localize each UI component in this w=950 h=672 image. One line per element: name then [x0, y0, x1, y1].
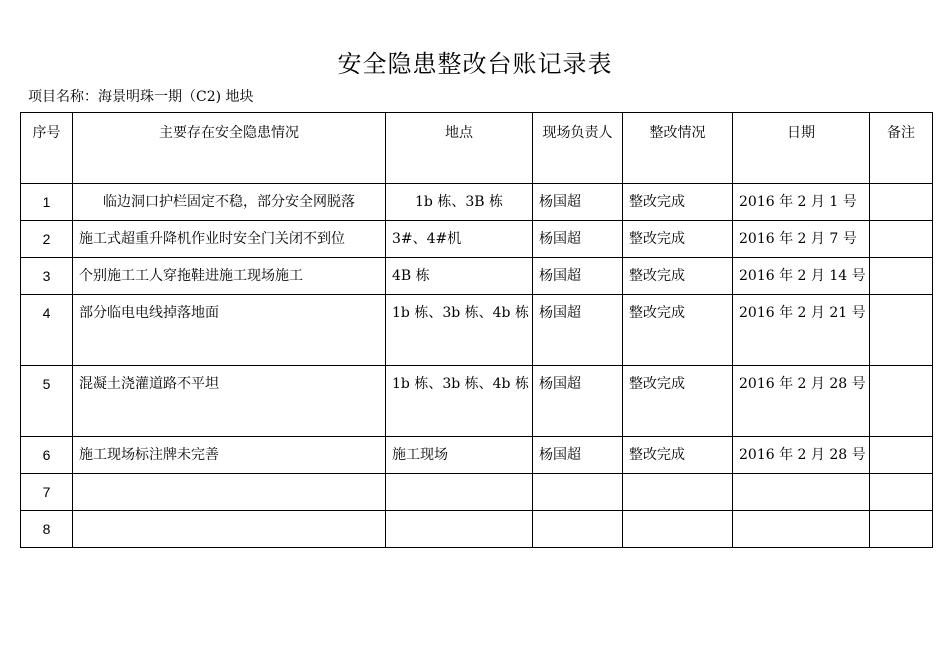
header-location: 地点 — [386, 113, 533, 184]
row-note — [870, 221, 933, 258]
project-name: 项目名称：海景明珠一期（C2) 地块 — [28, 89, 254, 105]
row-issue: 施工式超重升降机作业时安全门关闭不到位 — [73, 221, 386, 258]
table-row — [21, 258, 933, 295]
row-date: 2016 年 2 月 28 号 — [733, 366, 870, 437]
row-status — [623, 474, 733, 511]
row-issue: 部分临电电线掉落地面 — [73, 295, 386, 366]
row-location: 施工现场 — [386, 437, 533, 474]
row-date — [733, 511, 870, 548]
row-person: 杨国超 — [533, 366, 623, 437]
row-status — [623, 511, 733, 548]
row-no: 2 — [21, 221, 73, 258]
row-issue — [73, 474, 386, 511]
row-person — [533, 474, 623, 511]
row-no: 7 — [21, 474, 73, 511]
row-date — [733, 474, 870, 511]
table-row — [21, 437, 933, 474]
table-row — [21, 184, 933, 221]
row-status: 整改完成 — [623, 221, 733, 258]
row-status: 整改完成 — [623, 184, 733, 221]
header-note: 备注 — [870, 113, 933, 184]
row-date: 2016 年 2 月 7 号 — [733, 221, 870, 258]
table-row — [21, 366, 933, 437]
row-location: 4B 栋 — [386, 258, 533, 295]
row-note — [870, 366, 933, 437]
row-note — [870, 295, 933, 366]
row-date: 2016 年 2 月 28 号 — [733, 437, 870, 474]
row-issue: 施工现场标注牌未完善 — [73, 437, 386, 474]
page-title: 安全隐患整改台账记录表 — [337, 50, 613, 78]
row-no: 6 — [21, 437, 73, 474]
row-issue: 临边洞口护栏固定不稳，部分安全网脱落 — [73, 184, 386, 221]
row-status: 整改完成 — [623, 295, 733, 366]
row-no: 1 — [21, 184, 73, 221]
row-no: 3 — [21, 258, 73, 295]
table-row — [21, 511, 933, 548]
row-note — [870, 511, 933, 548]
row-person: 杨国超 — [533, 184, 623, 221]
table-row — [21, 295, 933, 366]
row-status: 整改完成 — [623, 258, 733, 295]
row-location: 1b 栋、3b 栋、4b 栋 — [386, 366, 533, 437]
row-location: 1b 栋、3B 栋 — [386, 184, 533, 221]
row-note — [870, 258, 933, 295]
row-date: 2016 年 2 月 1 号 — [733, 184, 870, 221]
row-status: 整改完成 — [623, 437, 733, 474]
row-issue — [73, 511, 386, 548]
row-location — [386, 474, 533, 511]
row-no: 5 — [21, 366, 73, 437]
row-note — [870, 184, 933, 221]
header-issue: 主要存在安全隐患情况 — [73, 113, 386, 184]
row-note — [870, 437, 933, 474]
header-status: 整改情况 — [623, 113, 733, 184]
row-location — [386, 511, 533, 548]
row-no: 4 — [21, 295, 73, 366]
row-person: 杨国超 — [533, 258, 623, 295]
table-row — [21, 221, 933, 258]
table-row — [21, 474, 933, 511]
row-issue: 混凝土浇灌道路不平坦 — [73, 366, 386, 437]
row-location: 3#、4#机 — [386, 221, 533, 258]
header-person: 现场负责人 — [533, 113, 623, 184]
row-date: 2016 年 2 月 14 号 — [733, 258, 870, 295]
row-person: 杨国超 — [533, 221, 623, 258]
row-person — [533, 511, 623, 548]
row-location: 1b 栋、3b 栋、4b 栋 — [386, 295, 533, 366]
header-date: 日期 — [733, 113, 870, 184]
header-row — [21, 113, 933, 184]
row-note — [870, 474, 933, 511]
row-person: 杨国超 — [533, 295, 623, 366]
row-date: 2016 年 2 月 21 号 — [733, 295, 870, 366]
row-person: 杨国超 — [533, 437, 623, 474]
row-no: 8 — [21, 511, 73, 548]
header-no: 序号 — [21, 113, 73, 184]
hazard-ledger-table — [20, 112, 933, 548]
row-issue: 个别施工工人穿拖鞋进施工现场施工 — [73, 258, 386, 295]
row-status: 整改完成 — [623, 366, 733, 437]
